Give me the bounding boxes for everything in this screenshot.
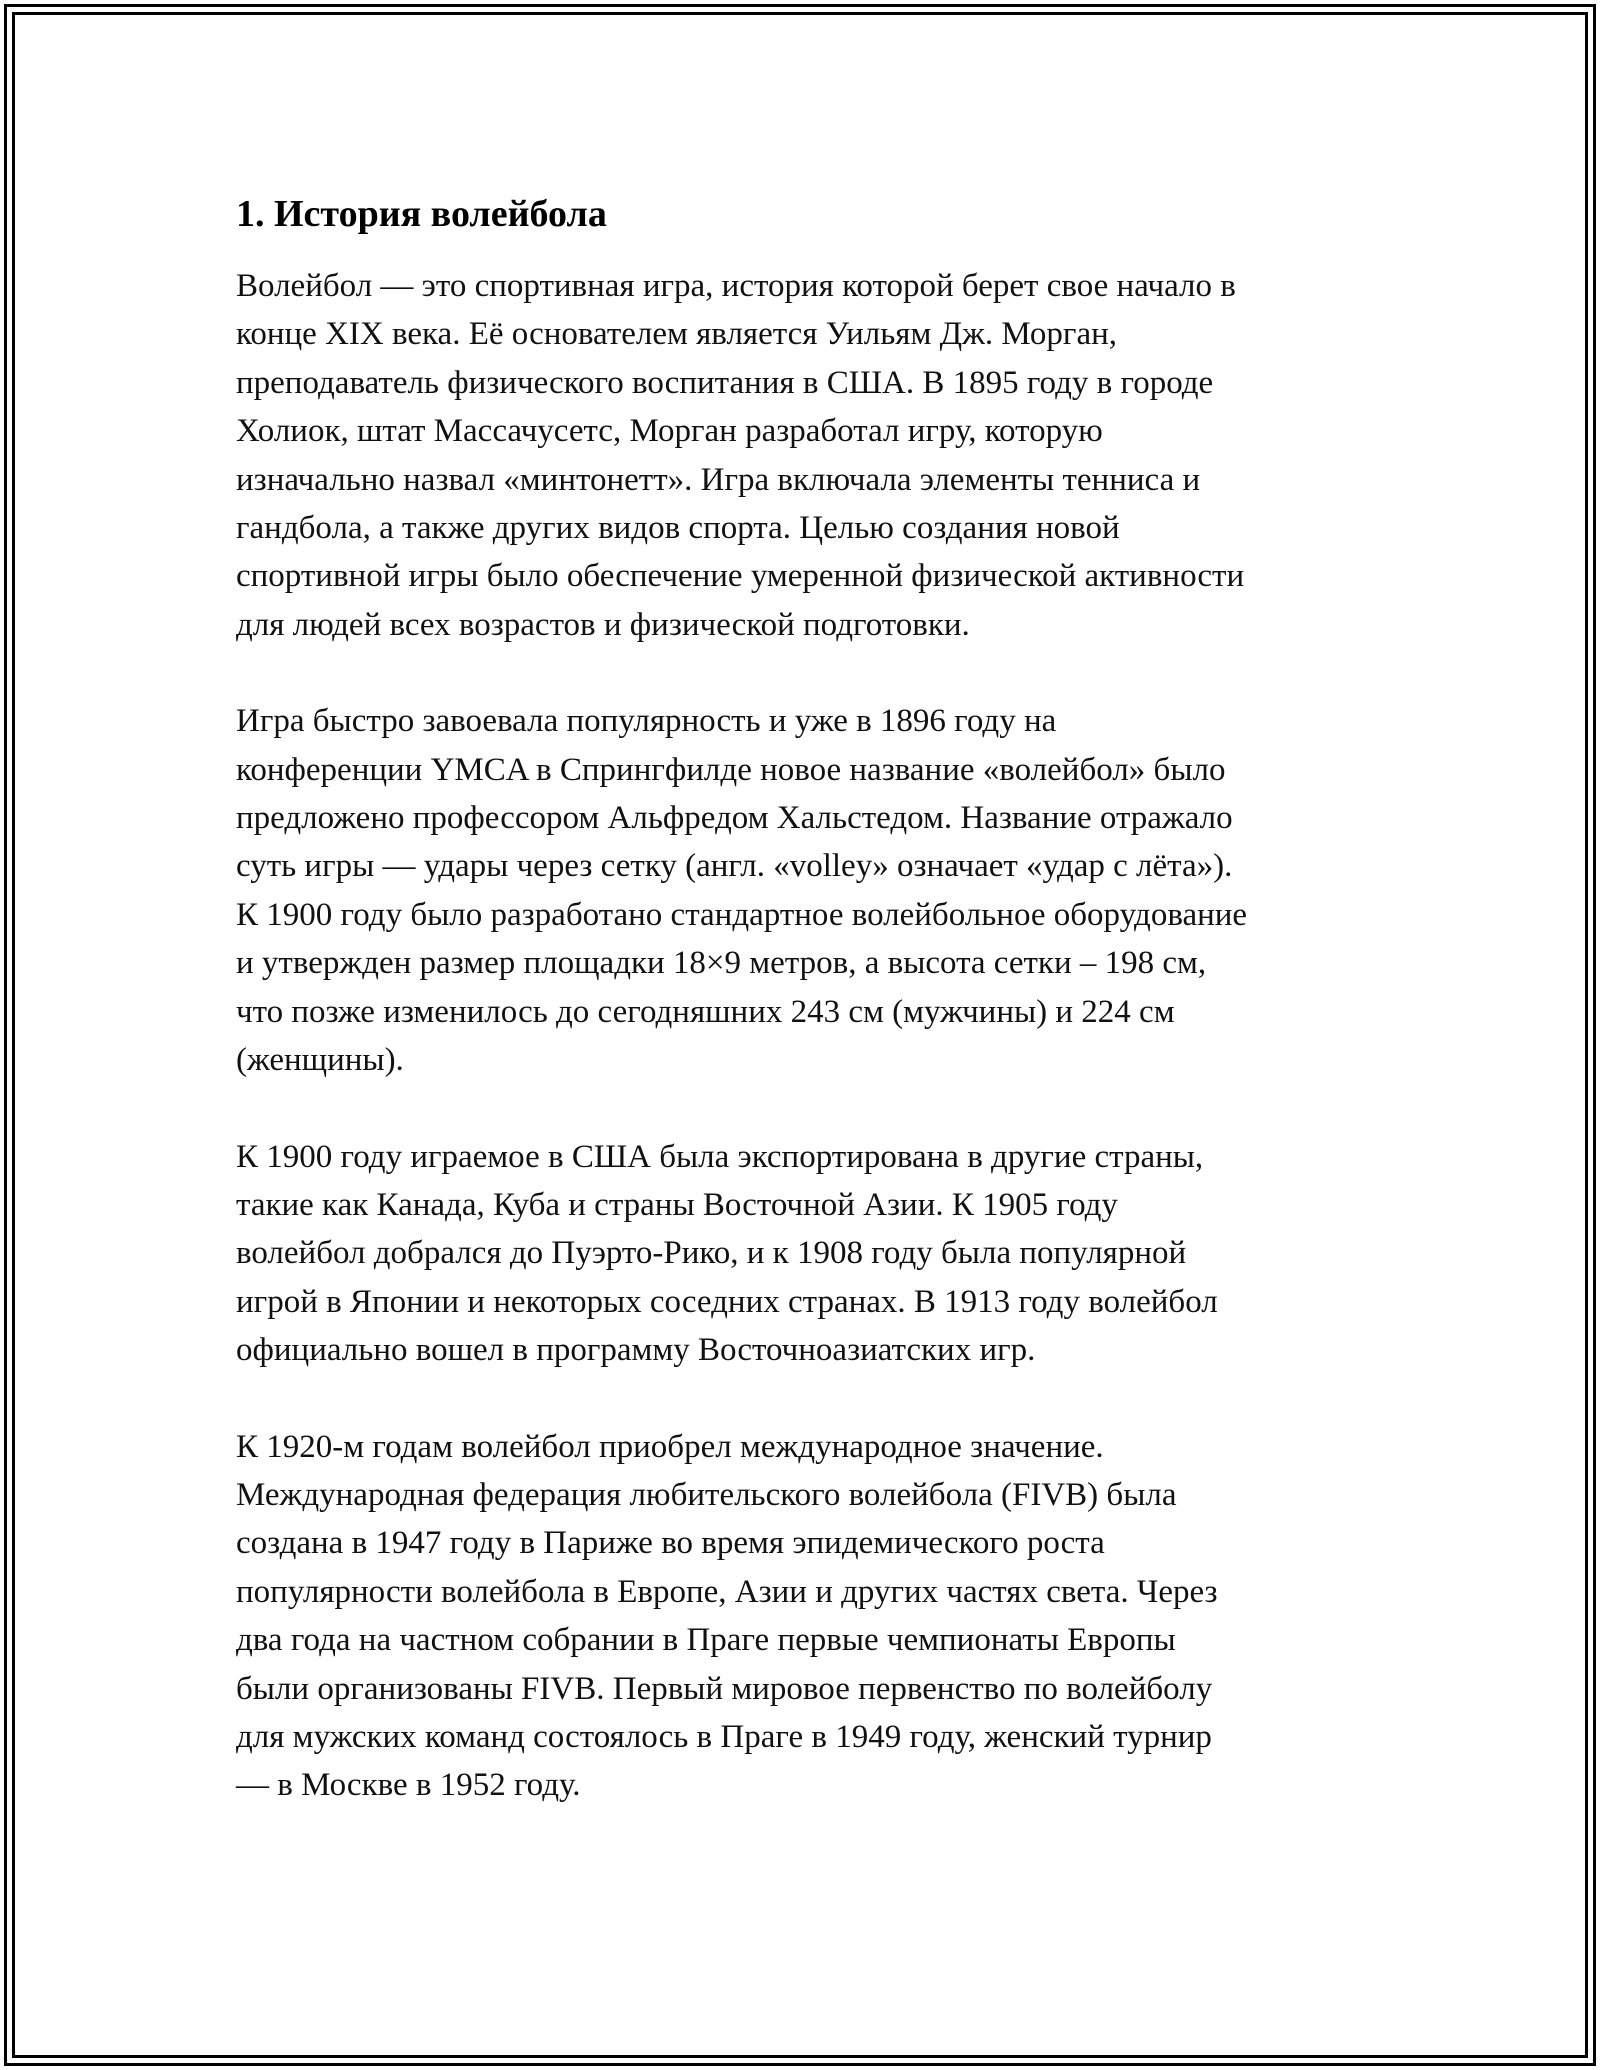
document-body: [236, 186, 1376, 1858]
paragraph-international: К 1920-м годам волейбол приобрел международное значение. Международная федерация любительского волейбола (FIVB) была создана в 1947 году в Париже во время эпидемического роста популярности волейбола в Европе, Азии и других частях света. Через два года на частном собрании в Праге первые чемпионаты Европы были организованы FIVB. Первый мировое первенство по волейболу для мужских команд состоялось в Праге в 1949 году, женский турнир — в Москве в 1952 году.: [236, 1428, 1218, 1804]
paragraph-spread: К 1900 году играемое в США была экспортирована в другие страны, такие как Канада, Куба и страны Восточной Азии. К 1905 году волейбол добрался до Пуэрто-Рико, и к 1908 году была популярной игрой в Японии и некоторых соседних странах. В 1913 году волейбол официально вошел в программу Восточноазиатских игр.: [236, 1138, 1218, 1369]
section-heading: 1. История волейбола: [236, 193, 607, 235]
paragraph-origin: Волейбол — это спортивная игра, история которой берет свое начало в конце XIX века. Её основателем является Уильям Дж. Морган, преподаватель физического воспитания в США. В 1895 году в городе Холиок, штат Массачусетс, Морган разработал игру, которую изначально назвал «минтонетт». Игра включала элементы тенниса и гандбола, а также других видов спорта. Целью создания новой спортивной игры было обеспечение умеренной физической активности для людей всех возрастов и физической подготовки.: [236, 268, 1245, 643]
paragraph-naming: Игра быстро завоевала популярность и уже в 1896 году на конференции YMCA в Спрингфилде новое название «волейбол» было предложено профессором Альфредом Хальстедом. Название отражало суть игры — удары через сетку (англ. «volley» означает «удар с лёта»). К 1900 году было разработано стандартное волейбольное оборудование и утвержден размер площадки 18×9 метров, а высота сетки – 198 см, что позже изменилось до сегодняшних 243 см (мужчины) и 224 см (женщины).: [236, 703, 1248, 1079]
